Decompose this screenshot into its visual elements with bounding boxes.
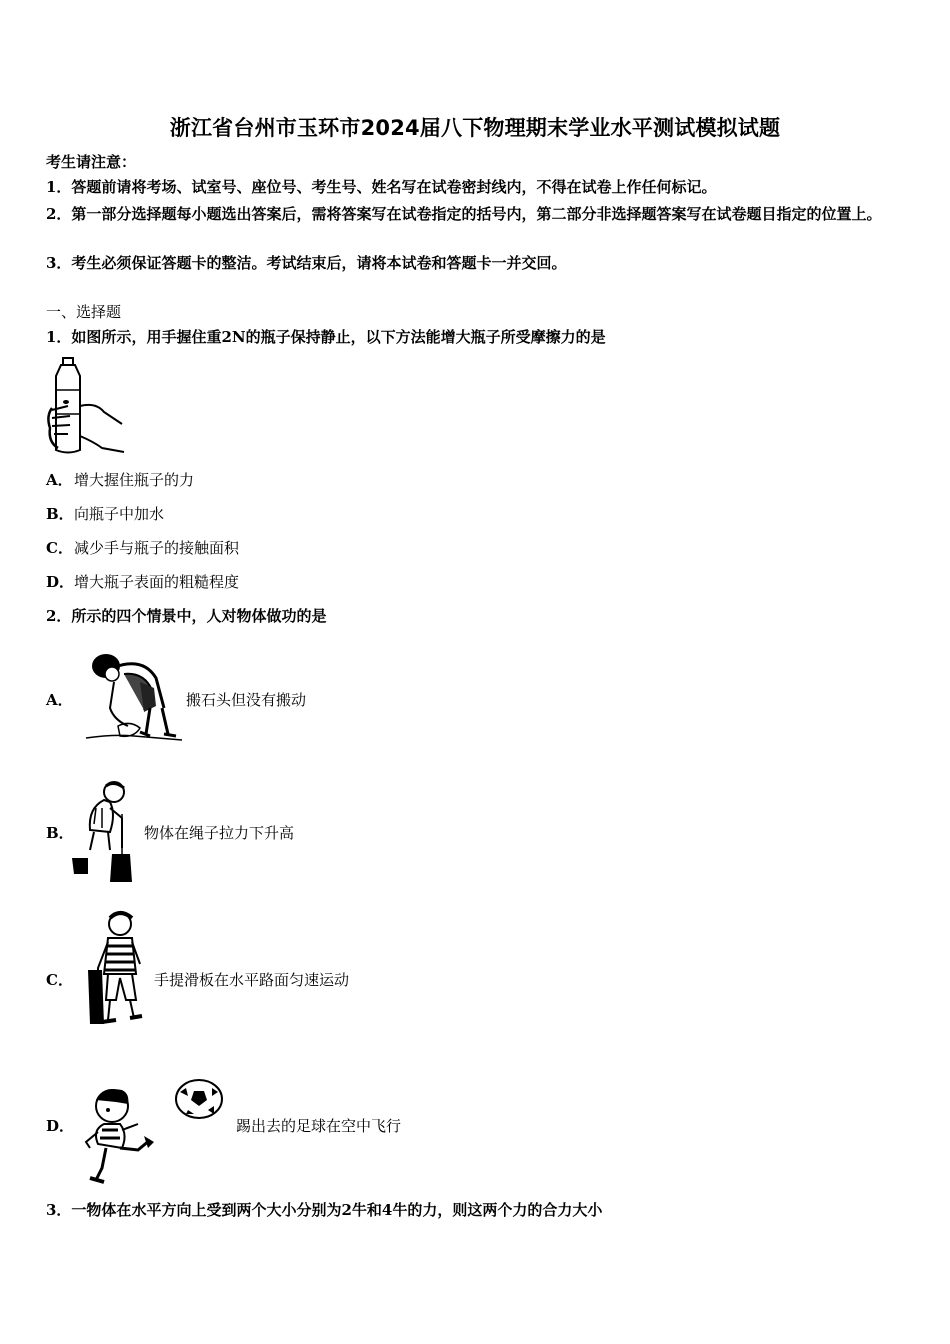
soccer-ball-icon [174,1078,224,1120]
notice-item-3: 3．考生必须保证答题卡的整洁。考试结束后，请将本试卷和答题卡一并交回。 [46,254,567,272]
q1-option-b-text: 向瓶子中加水 [74,505,165,523]
q1-option-a-label: A． [46,471,73,489]
person-carrying-skateboard-icon [86,908,148,1032]
q1-stem: 1．如图所示，用手握住重2N的瓶子保持静止，以下方法能增大瓶子所受摩擦力的是 [46,328,606,346]
q2-option-c-label: C． [46,971,73,989]
q1-option-a-text: 增大握住瓶子的力 [74,471,195,489]
q2-option-b-label: B． [46,824,74,842]
q2-option-a-text: 搬石头但没有搬动 [186,691,307,709]
hand-holding-bottle-icon [44,356,128,458]
q2-stem: 2．所示的四个情景中，人对物体做功的是 [46,607,327,625]
notice-heading: 考生请注意： [46,153,137,171]
page-title: 浙江省台州市玉环市2024届八下物理期末学业水平测试模拟试题 [169,116,781,140]
q2-option-d-text: 踢出去的足球在空中飞行 [236,1117,402,1135]
q1-option-d-label: D． [46,573,75,591]
q3-stem: 3．一物体在水平方向上受到两个大小分别为2牛和4牛的力，则这两个力的合力大小 [46,1201,603,1219]
notice-item-2: 2．第一部分选择题每小题选出答案后，需将答案写在试卷指定的括号内，第二部分非选择题答案写在试卷题目指定的位置上。 [46,205,882,223]
q2-option-d-label: D． [46,1117,75,1135]
q2-option-b-text: 物体在绳子拉力下升高 [144,824,295,842]
person-pulling-rope-icon [70,778,136,886]
q1-option-c-text: 减少手与瓶子的接触面积 [74,539,240,557]
child-kicking-ball-icon [82,1084,158,1184]
q1-option-d-text: 增大瓶子表面的粗糙程度 [74,573,240,591]
q2-option-c-text: 手提滑板在水平路面匀速运动 [154,971,350,989]
section-heading: 一、选择题 [46,303,122,321]
q2-option-a-label: A． [46,691,73,709]
q1-option-c-label: C． [46,539,73,557]
notice-item-1: 1．答题前请将考场、试室号、座位号、考生号、姓名写在试卷密封线内，不得在试卷上作任何标记。 [46,178,717,196]
person-lifting-stone-icon [84,648,184,744]
q1-option-b-label: B． [46,505,74,523]
